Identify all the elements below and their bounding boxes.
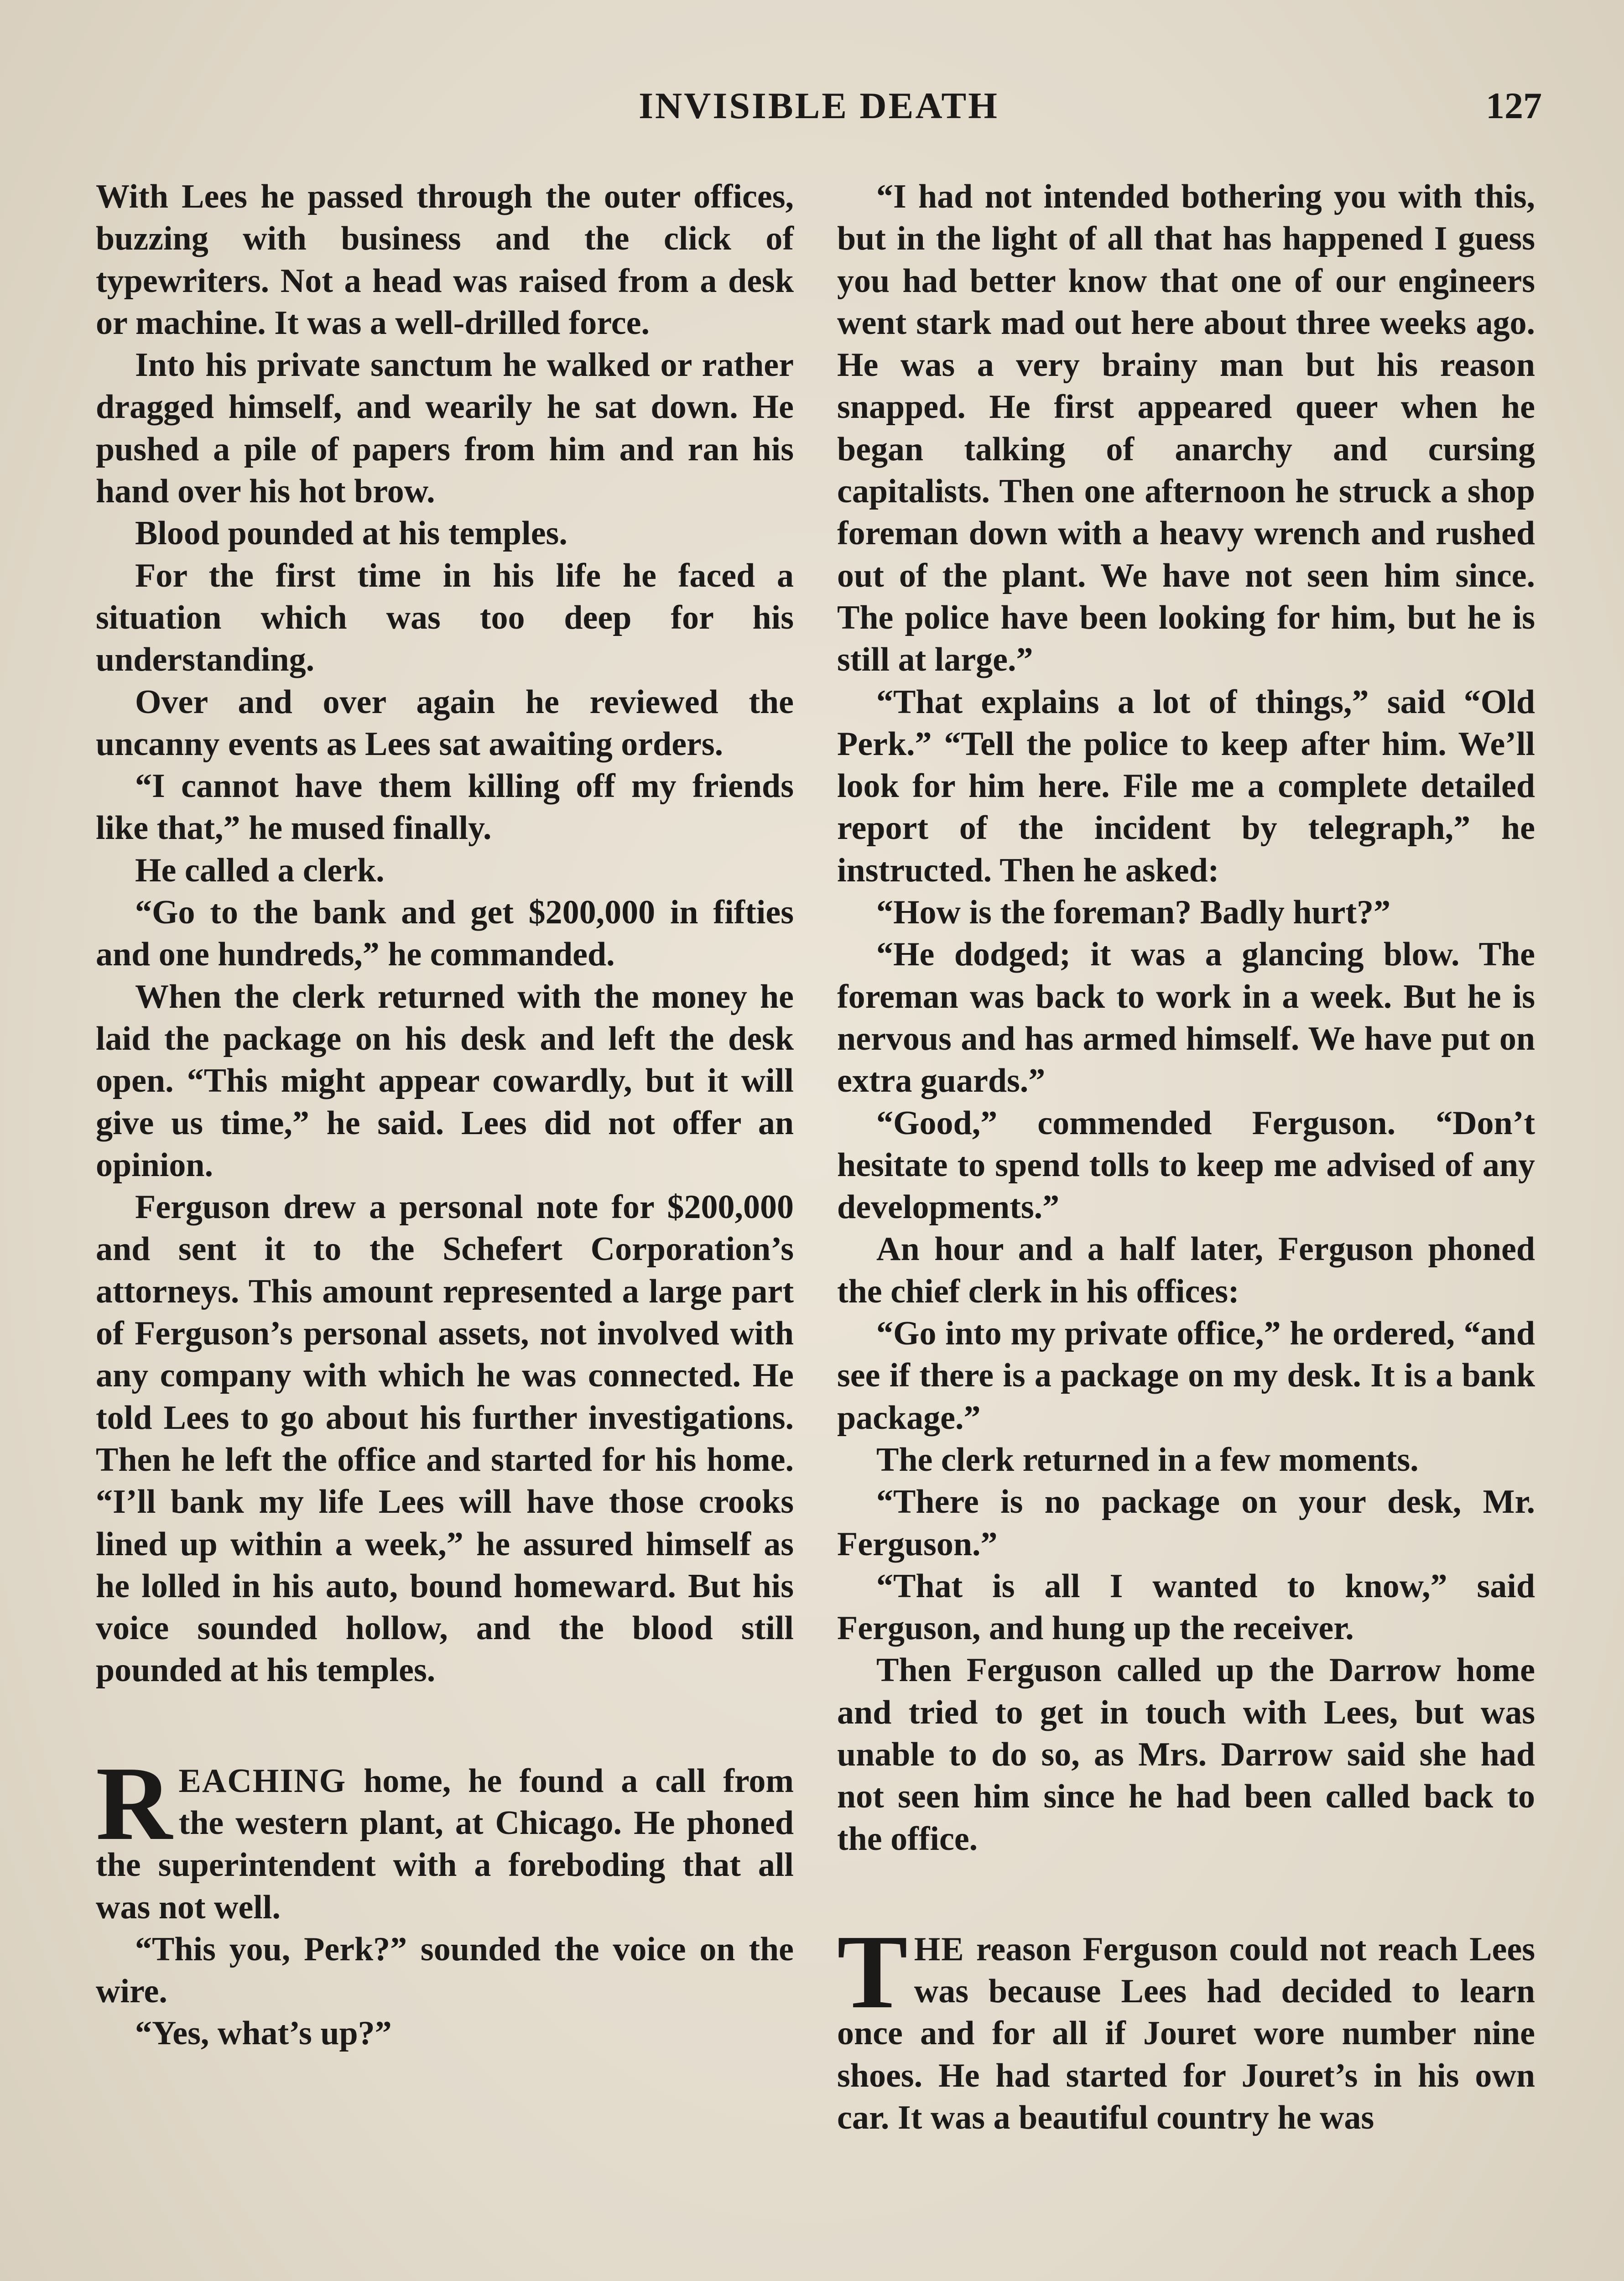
lead-word: HE [914, 1930, 965, 1968]
right-column [837, 176, 1535, 2139]
paragraph: “I had not intended bothering you with this, but in the light of all that has happened I guess you had better know that one of our engineers went stark mad out here about three weeks ago. He was a very brainy man but his reason snapped. He first appeared queer when he began talking of anarchy and cursing capitalists. Then one afternoon he struck a shop foreman down with a heavy wrench and rushed out of the plant. We have not seen him since. The police have been looking for him, but he is still at large.” [837, 178, 1535, 679]
left-column [96, 176, 794, 2055]
paragraph: “This you, Perk?” sounded the voice on the wire. [96, 1930, 794, 2010]
drop-cap: T [837, 1913, 908, 2031]
paragraph: Ferguson drew a personal note for $200,000 and sent it to the Schefert Corporation’s attorneys. This amount represented a large part of Ferguson’s personal assets, not involved with any company with which he was connected. He told Lees to go about his further investigations. Then he left the office and started for his home. “I’ll bank my life Lees will have those crooks lined up within a week,” he assured himself as he lolled in his auto, bound homeward. But his voice sounded hollow, and the blood still pounded at his temples. [96, 1188, 794, 1689]
paragraph: “Go into my private office,” he ordered, “and see if there is a package on my desk. It is a bank package.” [837, 1315, 1535, 1437]
running-header [96, 84, 1542, 135]
section-opening-paragraph [837, 1913, 1535, 2139]
paragraph-text: reason Ferguson could not reach Lees was because Lees had decided to learn once and for all if Jouret wore number nine shoes. He had started for Jouret’s in his own car. It was a beautiful country he was [837, 1930, 1535, 2137]
paragraph: “That explains a lot of things,” said “Old Perk.” “Tell the police to keep after him. We’ll look for him here. File me a complete detailed report of the incident by telegraph,” he instructed. Then he asked: [837, 683, 1535, 889]
paragraph: With Lees he passed through the outer offices, buzzing with business and the click of typewriters. Not a head was raised from a desk or machine. It was a well-drilled force. [96, 178, 794, 342]
paragraph: “There is no package on your desk, Mr. Ferguson.” [837, 1483, 1535, 1563]
paragraph: An hour and a half later, Ferguson phoned the chief clerk in his offices: [837, 1230, 1535, 1310]
paragraph: He called a clerk. [135, 851, 385, 889]
paragraph: For the first time in his life he faced a situation which was too deep for his understanding. [96, 557, 794, 679]
paragraph: Then Ferguson called up the Darrow home and tried to get in touch with Lees, but was unable to do so, as Mrs. Darrow said she had not seen him since he had been called back to the office. [837, 1651, 1535, 1858]
paragraph: “Go to the bank and get $200,000 in fifties and one hundreds,” he commanded. [96, 894, 794, 974]
paragraph: “How is the foreman? Badly hurt?” [876, 894, 1391, 932]
paragraph: “I cannot have them killing off my friends like that,” he mused finally. [96, 767, 794, 847]
paragraph: The clerk returned in a few moments. [876, 1441, 1419, 1479]
lead-word: EACHING [178, 1762, 347, 1800]
paragraph: “He dodged; it was a glancing blow. The foreman was back to work in a week. But he is nervous and has armed himself. We have put on extra guards.” [837, 936, 1535, 1100]
paragraph: “That is all I wanted to know,” said Ferguson, and hung up the receiver. [837, 1567, 1535, 1647]
section-opening-paragraph [96, 1745, 794, 1928]
paragraph: “Yes, what’s up?” [135, 2015, 392, 2052]
drop-cap: R [96, 1745, 172, 1862]
paragraph: Into his private sanctum he walked or rather dragged himself, and wearily he sat down. He pushed a pile of papers from him and ran his hand over his hot brow. [96, 346, 794, 510]
header-title: INVISIBLE DEATH [639, 85, 999, 126]
paragraph: Over and over again he reviewed the uncanny events as Lees sat awaiting orders. [96, 683, 794, 763]
paragraph: Blood pounded at his temples. [135, 515, 567, 552]
page-number: 127 [1486, 85, 1542, 126]
paragraph: When the clerk returned with the money he laid the package on his desk and left the desk open. “This might appear cowardly, but it will give us time,” he said. Lees did not offer an opinion. [96, 978, 794, 1184]
paragraph-text: home, he found a call from the western plant, at Chicago. He phoned the superintendent with a foreboding that all was not well. [96, 1762, 794, 1926]
paragraph: “Good,” commended Ferguson. “Don’t hesitate to spend tolls to keep me advised of any developments.” [837, 1104, 1535, 1226]
